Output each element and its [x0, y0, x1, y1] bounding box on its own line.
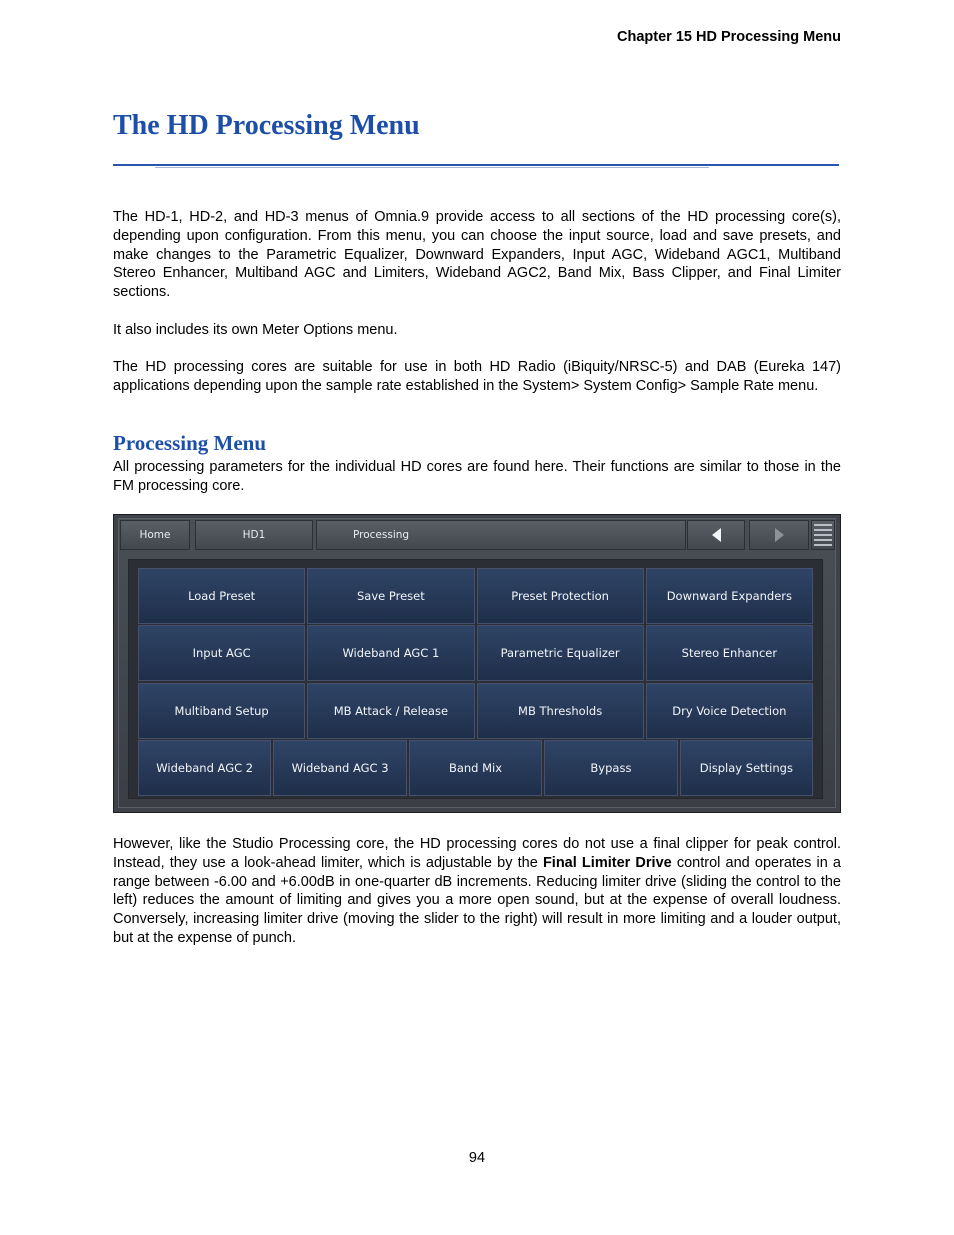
processing-menu-screenshot [113, 514, 841, 813]
wideband-agc-3-button[interactable]: Wideband AGC 3 [273, 740, 406, 796]
save-preset-button[interactable]: Save Preset [307, 568, 474, 624]
mb-attack-release-button[interactable]: MB Attack / Release [307, 683, 474, 739]
forward-button[interactable] [749, 520, 809, 550]
menu-button[interactable] [811, 520, 835, 550]
band-mix-button[interactable]: Band Mix [409, 740, 542, 796]
mb-thresholds-button[interactable]: MB Thresholds [477, 683, 644, 739]
wideband-agc-1-button[interactable]: Wideband AGC 1 [307, 625, 474, 681]
limiter-text-1: However, like the Studio Processing core, the HD processing cores do not use a final clipper for peak control. Instead, they use a look-ahead limiter, which is adjustable by the [113, 836, 841, 871]
page-title: The HD Processing Menu [113, 110, 420, 141]
limiter-text-2: control and operates in a range between -6.00 and +6.00dB in one-quarter dB increments. Reducing limiter drive (sliding the control to the left) reduces the amount of limiting and gives you a more open sound, but at the expense of overall loudness. Conversely, increasing limiter drive (moving the slider to the right) will result in more limiting and a louder output, but at the expense of punch. [113, 854, 841, 946]
section-heading: Processing Menu [113, 431, 267, 455]
dry-voice-detection-button[interactable]: Dry Voice Detection [646, 683, 813, 739]
breadcrumb-processing: Processing [316, 520, 686, 550]
limiter-paragraph [113, 835, 841, 948]
bypass-button[interactable]: Bypass [544, 740, 677, 796]
parametric-equalizer-button[interactable]: Parametric Equalizer [477, 625, 644, 681]
input-agc-button[interactable]: Input AGC [138, 625, 305, 681]
chapter-header: Chapter 15 HD Processing Menu [617, 29, 841, 45]
title-rule [113, 162, 839, 170]
hamburger-icon [814, 524, 832, 526]
display-settings-button[interactable]: Display Settings [680, 740, 813, 796]
home-button[interactable]: Home [120, 520, 190, 550]
nav-bar [119, 519, 835, 552]
sample-rate-paragraph: The HD processing cores are suitable for use in both HD Radio (iBiquity/NRSC-5) and DAB (Eureka 147) applications depending upon the sample rate established in the System> System Config> Sample Rate menu. [113, 359, 841, 394]
arrow-left-icon [712, 528, 721, 542]
back-button[interactable] [687, 520, 745, 550]
preset-protection-button[interactable]: Preset Protection [477, 568, 644, 624]
intro-paragraph: The HD-1, HD-2, and HD-3 menus of Omnia.9 provide access to all sections of the HD processing core(s), depending upon configuration. From this menu, you can choose the input source, load and save presets, and make changes to the Parametric Equalizer, Downward Expanders, Input AGC, Wideband AGC1, Multiband Stereo Enhancer, Multiband AGC and Limiters, Wideband AGC2, Band Mix, Bass Clipper, and Final Limiter sections. [113, 209, 841, 301]
multiband-setup-button[interactable]: Multiband Setup [138, 683, 305, 739]
menu-grid [128, 559, 823, 799]
meter-options-paragraph: It also includes its own Meter Options menu. [113, 322, 398, 338]
arrow-right-icon [775, 528, 784, 542]
hd1-button[interactable]: HD1 [195, 520, 313, 550]
processing-menu-paragraph: All processing parameters for the individual HD cores are found here. Their functions are similar to those in the FM processing core. [113, 459, 841, 494]
downward-expanders-button[interactable]: Downward Expanders [646, 568, 813, 624]
load-preset-button[interactable]: Load Preset [138, 568, 305, 624]
final-limiter-drive-term: Final Limiter Drive [542, 854, 672, 871]
page-number: 94 [468, 1150, 486, 1166]
wideband-agc-2-button[interactable]: Wideband AGC 2 [138, 740, 271, 796]
stereo-enhancer-button[interactable]: Stereo Enhancer [646, 625, 813, 681]
